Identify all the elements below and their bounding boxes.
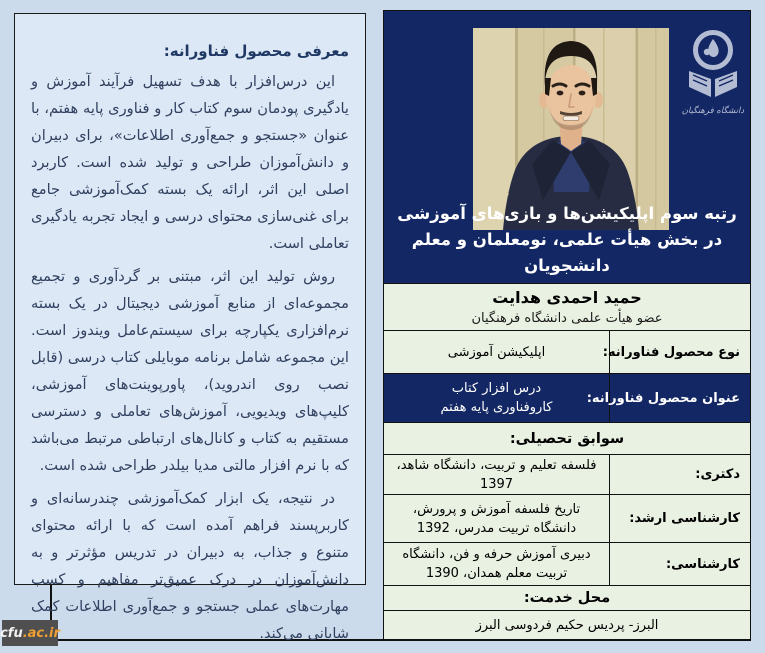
product-title-line-1: درس افزار کتاب <box>451 381 542 396</box>
phd-label: دکتری: <box>609 455 750 494</box>
intro-paragraph: در نتیجه، یک ابزار کمک‌آموزشی چندرسانه‌ای و کاربرپسند فراهم آمده است که با ارائه محتوای متنوع و جذاب، به دبیران در تدریس مؤثرتر و به دانش‌آموزان در درک عمیق‌تر مفاهیم و کسب مهارت‌های عملی جستجو و جمع‌آوری اطلاعات کمک شایانی می‌کند. <box>31 490 349 642</box>
product-title-value <box>384 374 609 422</box>
intro-paragraph: روش تولید این اثر، مبتنی بر گردآوری و تجمیع مجموعه‌ای از منابع آموزشی دیجیتال در یک بسته نرم‌افزاری یکپارچه برای سیستم‌عامل ویندوز است. این مجموعه شامل برنامه موبایلی کتاب درسی (قابل نصب روی اندروید)، پاورپوینت‌های آموزشی، کلیپ‌های ویدیویی، آموزش‌های تعاملی و دسترسی مستقیم به کتاب و کانال‌های ارتباطی مرتبط می‌باشد که با نرم افزار مالتی مدیا بیلدر طراحی شده است. <box>31 268 349 474</box>
workplace-section-header: محل خدمت: <box>384 585 750 610</box>
row-ba <box>384 542 750 585</box>
row-phd <box>384 454 750 494</box>
university-logo <box>680 25 746 121</box>
ba-label: کارشناسی: <box>609 543 750 585</box>
portrait-photo <box>473 28 669 230</box>
product-type-label: نوع محصول فناورانه: <box>609 331 750 373</box>
intro-title: معرفی محصول فناورانه: <box>163 42 349 60</box>
row-product-title <box>384 373 750 422</box>
ba-value: دبیری آموزش حرفه و فن، دانشگاه تربیت معلم همدان، 1390 <box>402 547 591 581</box>
product-type-value: اپلیکیشن آموزشی <box>447 344 546 360</box>
ma-value: تاریخ فلسفه آموزش و پرورش، دانشگاه تربیت مدرس، 1392 <box>412 501 581 536</box>
intro-paragraph: این درس‌افزار با هدف تسهیل فرآیند آموزش و یادگیری پودمان سوم کتاب کار و فناوری پایه هفتم، با عنوان «جستجو و جمع‌آوری اطلاعات»، برای دبیران و دانش‌آموزان طراحی و تولید شده است. کاربرد اصلی این اثر، ارائه یک بسته کمک‌آموزشی جامع برای غنی‌سازی محتوای درسی و ایجاد تجربه یادگیری تعاملی است. <box>31 73 349 252</box>
university-logo-caption: دانشگاه فرهنگیان <box>681 106 745 116</box>
ma-label: کارشناسی ارشد: <box>609 495 750 542</box>
row-workplace <box>384 610 750 639</box>
site-watermark <box>2 620 58 646</box>
watermark-suffix: .ac.ir <box>22 625 60 641</box>
product-title-label: عنوان محصول فناورانه: <box>609 374 750 422</box>
product-title-line-2: کاروفناوری پایه هفتم <box>440 400 553 415</box>
workplace-value: البرز- پردیس حکیم فردوسی البرز <box>475 617 659 633</box>
education-section-header: سوابق تحصیلی: <box>384 422 750 454</box>
profile-hero <box>384 11 750 283</box>
award-line-1: رتبه سوم اپلیکیشن‌ها و بازی‌های آموزشی <box>397 204 737 223</box>
watermark-prefix: cfu <box>0 625 23 641</box>
name-row <box>384 283 750 330</box>
award-line-2: در بخش هیأت علمی، نومعلمان و معلم دانشجویان <box>411 230 723 275</box>
person-name: حمید احمدی هدایت <box>492 287 642 307</box>
row-product-type <box>384 330 750 373</box>
person-affiliation: عضو هیأت علمی دانشگاه فرهنگیان <box>471 310 663 326</box>
row-ma <box>384 494 750 542</box>
profile-panel <box>383 10 751 640</box>
phd-value: فلسفه تعلیم و تربیت، دانشگاه شاهد، 1397 <box>396 457 597 492</box>
award-banner <box>384 201 750 279</box>
